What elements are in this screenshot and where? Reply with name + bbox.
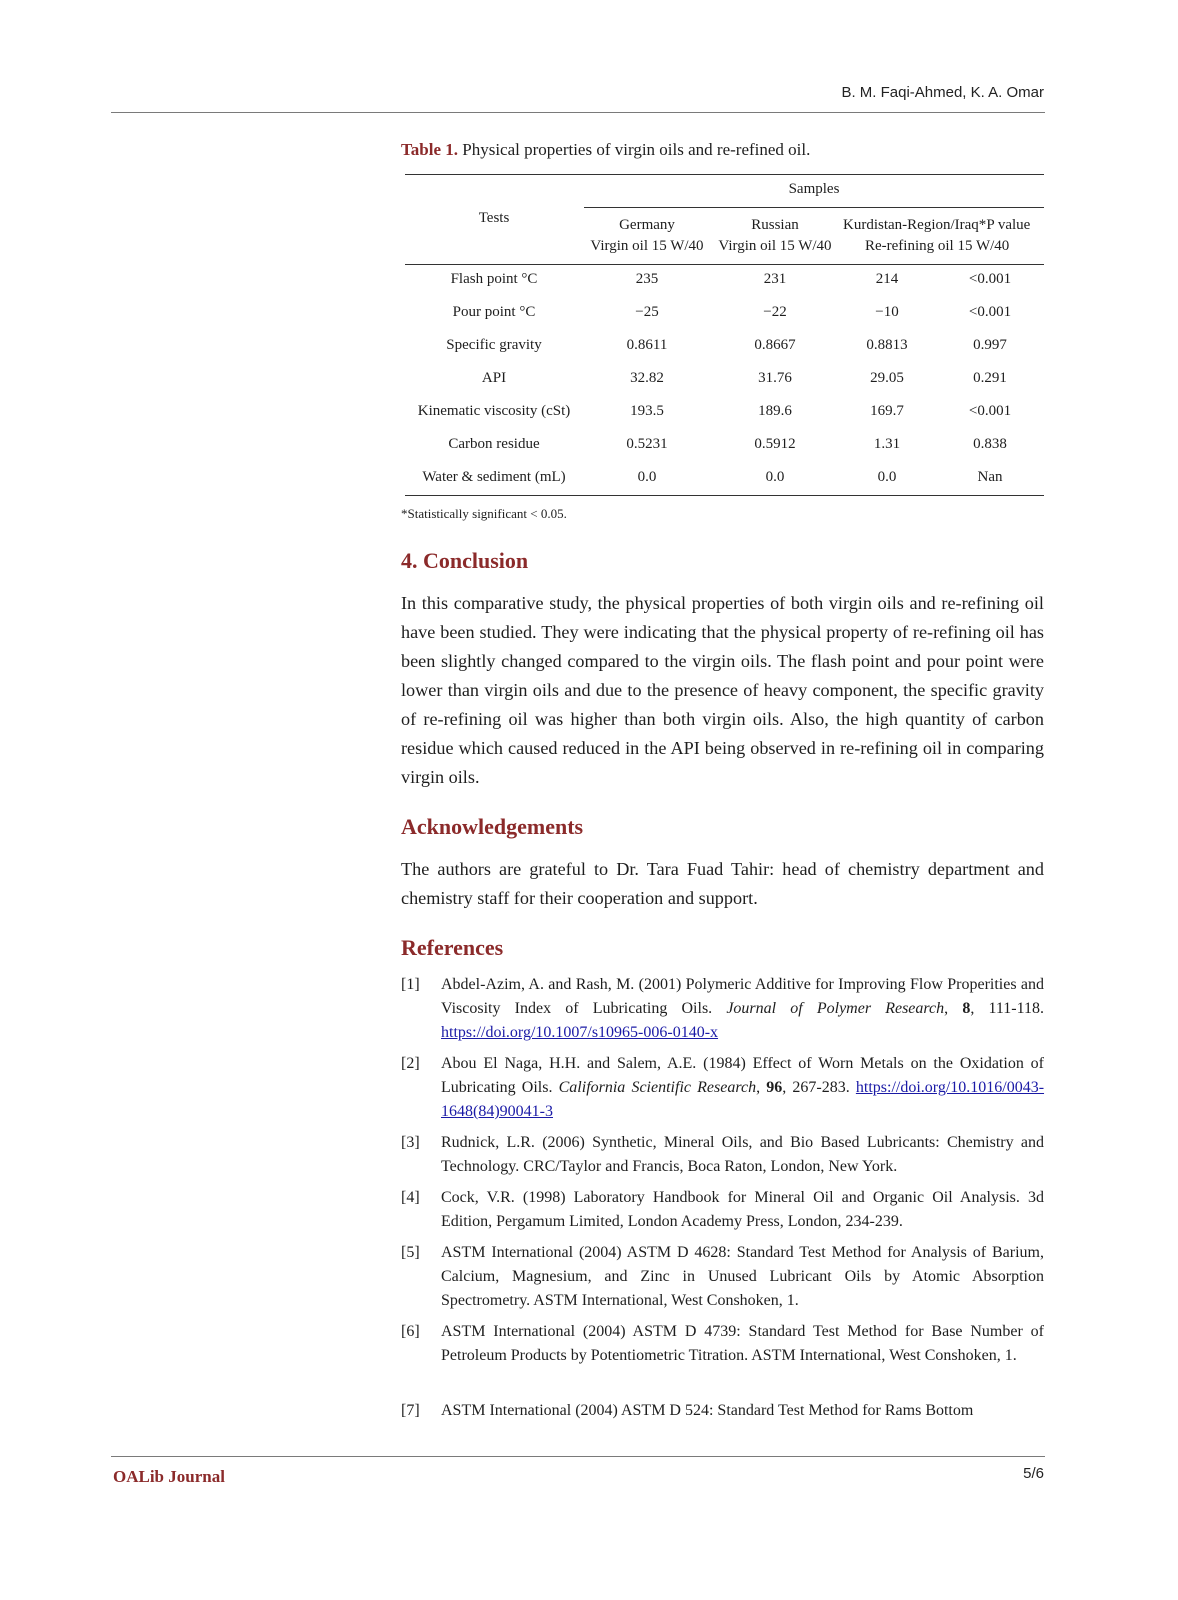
cell-germany: −25 <box>635 304 659 320</box>
footer-divider <box>111 1456 1045 1457</box>
reference-text <box>441 1320 1044 1368</box>
reference-item <box>401 1052 1044 1124</box>
samples-group-header: Samples <box>788 181 840 197</box>
column-header-russian-line1: Russian <box>751 217 799 233</box>
reference-citation: Abdel-Azim, A. and Rash, M. (2001) Polymeric Additive for Improving Flow Properities and Viscosity Index of Lubricating Oils. <box>441 976 1044 1017</box>
reference-item <box>401 1399 1044 1423</box>
reference-volume: 96 <box>766 1079 783 1096</box>
column-header-kurdistan-line1-text: Kurdistan-Region/Iraq* <box>843 217 987 233</box>
cell-test: Carbon residue <box>448 436 540 452</box>
reference-text <box>441 1399 1044 1423</box>
column-header-kurdistan <box>843 215 1030 257</box>
cell-test: Specific gravity <box>446 337 542 353</box>
table-caption-text: Physical properties of virgin oils and re-refined oil. <box>458 140 811 159</box>
reference-doi-link[interactable]: https://doi.org/10.1007/s10965-006-0140-x <box>441 1024 719 1041</box>
column-header-germany <box>590 215 703 257</box>
reference-number: [6] <box>401 1323 420 1340</box>
reference-citation: Rudnick, L.R. (2006) Synthetic, Mineral Oils, and Bio Based Lubricants: Chemistry and Technology. CRC/Taylor and Francis, Boca Raton, London, New York. <box>441 1134 1044 1175</box>
cell-test: Pour point °C <box>452 304 536 320</box>
cell-kurdistan: 0.0 <box>877 469 897 485</box>
reference-item <box>401 973 1044 1045</box>
conclusion-heading: 4. Conclusion <box>401 548 529 573</box>
cell-russian: −22 <box>763 304 787 320</box>
reference-number: [3] <box>401 1134 420 1151</box>
reference-number: [7] <box>401 1402 420 1419</box>
reference-text <box>441 1131 1044 1179</box>
cell-kurdistan: 214 <box>875 271 899 287</box>
cell-p-value: 0.838 <box>973 436 1007 452</box>
table-top-rule <box>405 174 1044 175</box>
cell-russian: 0.5912 <box>754 436 796 452</box>
cell-russian: 0.0 <box>765 469 785 485</box>
cell-germany: 0.0 <box>637 469 657 485</box>
column-header-pvalue: P value <box>986 217 1031 233</box>
reference-citation: ASTM International (2004) ASTM D 4628: Standard Test Method for Analysis of Barium, Calcium, Magnesium, and Zinc in Unused Lubricant Oils by Atomic Absorption Spectrometry. ASTM International, West Conshoken, 1. <box>441 1244 1044 1309</box>
reference-item <box>401 1131 1044 1179</box>
cell-p-value: 0.291 <box>973 370 1007 386</box>
cell-test: Water & sediment (mL) <box>422 469 566 485</box>
reference-citation: Abou El Naga, H.H. and Salem, A.E. (1984) Effect of Worn Metals on the Oxidation of Lubricating Oils. <box>441 1055 1044 1096</box>
tests-column-header: Tests <box>478 210 510 226</box>
reference-journal: Journal of Polymer Research <box>726 1000 945 1017</box>
acknowledgements-paragraph: The authors are grateful to Dr. Tara Fuad Tahir: head of chemistry department and chemistry staff for their cooperation and support. <box>401 859 1044 908</box>
reference-number: [1] <box>401 976 420 993</box>
cell-germany: 0.8611 <box>626 337 668 353</box>
cell-kurdistan: 169.7 <box>870 403 904 419</box>
cell-test: API <box>481 370 507 386</box>
conclusion-paragraph: In this comparative study, the physical properties of both virgin oils and re-refining oil have been studied. They were indicating that the physical property of re-refining oil has been slightly changed compared to the virgin oils. The flash point and pour point were lower than virgin oils and due to the presence of heavy component, the specific gravity of re-refining oil was higher than both virgin oils. Also, the high quantity of carbon residue which caused reduced in the API being observed in re-refining oil in comparing virgin oils. <box>401 593 1044 787</box>
cell-kurdistan: 29.05 <box>870 370 904 386</box>
cell-test: Flash point °C <box>450 271 538 287</box>
reference-number: [5] <box>401 1244 420 1261</box>
cell-russian: 31.76 <box>758 370 792 386</box>
reference-text <box>441 973 1044 1045</box>
cell-p-value: <0.001 <box>968 271 1012 287</box>
column-header-germany-line2: Virgin oil 15 W/40 <box>590 238 704 254</box>
reference-item <box>401 1241 1044 1313</box>
cell-germany: 0.5231 <box>626 436 668 452</box>
reference-pages: , 111-118. <box>970 1000 1045 1017</box>
samples-underline-rule <box>584 207 1044 208</box>
header-divider <box>111 112 1045 113</box>
reference-number: [2] <box>401 1055 420 1072</box>
column-header-russian <box>718 215 831 257</box>
reference-text <box>441 1186 1044 1234</box>
cell-p-value: <0.001 <box>968 304 1012 320</box>
reference-separator: , <box>756 1079 767 1096</box>
reference-text <box>441 1241 1044 1313</box>
reference-citation: ASTM International (2004) ASTM D 4739: Standard Test Method for Base Number of Petroleum Products by Potentiometric Titration. ASTM International, West Conshoken, 1. <box>441 1323 1044 1364</box>
reference-doi-link[interactable]: https://doi.org/10.1016/0043-1648(84)90041-3 <box>441 1079 1045 1120</box>
cell-russian: 189.6 <box>758 403 792 419</box>
running-header-authors: B. M. Faqi-Ahmed, K. A. Omar <box>841 84 1044 101</box>
reference-volume: 8 <box>962 1000 971 1017</box>
acknowledgements-heading: Acknowledgements <box>401 814 584 839</box>
table-footnote: *Statistically significant < 0.05. <box>401 506 567 521</box>
cell-russian: 0.8667 <box>754 337 796 353</box>
cell-kurdistan: 1.31 <box>873 436 901 452</box>
cell-p-value: <0.001 <box>968 403 1012 419</box>
reference-number: [4] <box>401 1189 420 1206</box>
cell-germany: 32.82 <box>630 370 664 386</box>
page-number: 5/6 <box>1023 1465 1044 1482</box>
cell-germany: 193.5 <box>630 403 664 419</box>
cell-p-value: 0.997 <box>973 337 1007 353</box>
table-bottom-rule <box>405 495 1044 496</box>
cell-russian: 231 <box>763 271 787 287</box>
cell-germany: 235 <box>635 271 659 287</box>
column-header-germany-line1: Germany <box>619 217 675 233</box>
reference-pages: , 267-283. <box>782 1079 856 1096</box>
column-header-kurdistan-line2: Re-refining oil 15 W/40 <box>865 238 1010 254</box>
reference-journal: California Scientific Research <box>558 1079 757 1096</box>
reference-item <box>401 1186 1044 1234</box>
reference-item <box>401 1320 1044 1368</box>
cell-p-value: Nan <box>977 469 1003 485</box>
journal-name: OALib Journal <box>113 1467 225 1486</box>
reference-citation: ASTM International (2004) ASTM D 524: Standard Test Method for Rams Bottom <box>441 1402 974 1419</box>
cell-kurdistan: −10 <box>875 304 899 320</box>
reference-citation: Cock, V.R. (1998) Laboratory Handbook for Mineral Oil and Organic Oil Analysis. 3d Edition, Pergamum Limited, London Academy Press, London, 234-239. <box>441 1189 1044 1230</box>
table-caption-label: Table 1. <box>401 140 459 159</box>
reference-text <box>441 1052 1044 1124</box>
column-header-kurdistan-line1 <box>843 215 1030 236</box>
references-heading: References <box>401 935 504 960</box>
column-header-russian-line2: Virgin oil 15 W/40 <box>718 238 832 254</box>
cell-test: Kinematic viscosity (cSt) <box>417 403 571 419</box>
cell-kurdistan: 0.8813 <box>866 337 908 353</box>
reference-separator: , <box>944 1000 963 1017</box>
table-header-rule <box>405 264 1044 265</box>
table-caption <box>401 140 810 160</box>
